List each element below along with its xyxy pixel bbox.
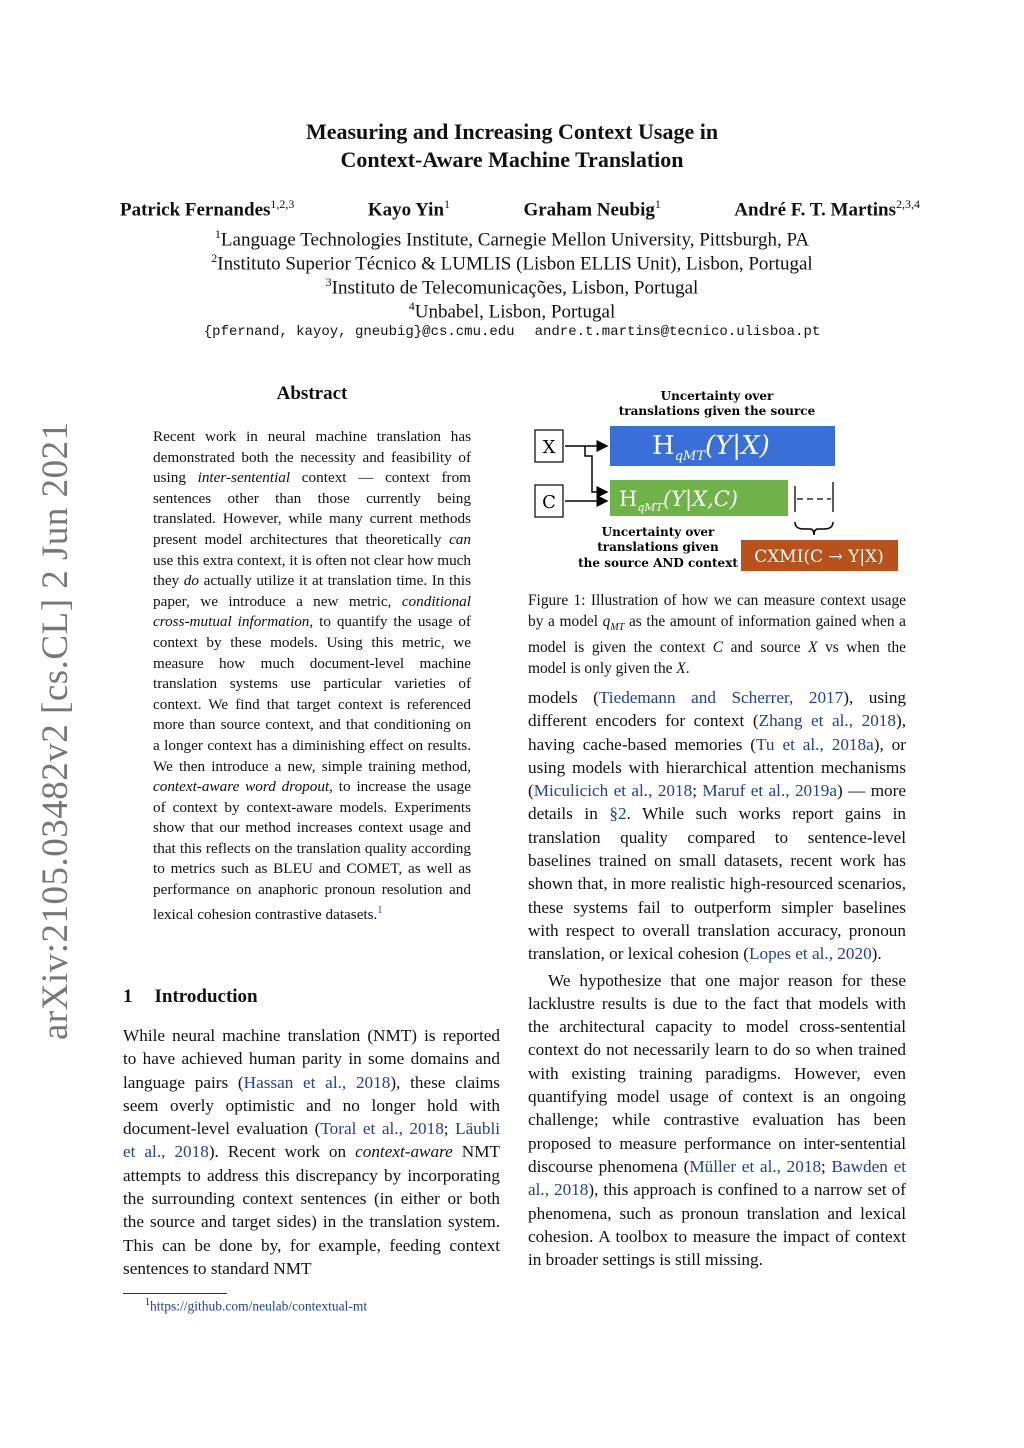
author: Kayo Yin$^1$ [367,197,451,221]
citation-link[interactable]: Zhang et al., 2018 [758,711,896,731]
affiliation: $^2$Instituto Superior Técnico & LUMLIS (Lisbon ELLIS Unit), Lisbon, Portugal [211,251,813,275]
label-context-uncertainty-1: Uncertainty over [601,525,715,539]
citation-link[interactable]: Müller et al., 2018 [689,1156,822,1176]
arrow-x-to-mid [585,446,607,492]
title-line-1: Measuring and Increasing Context Usage in [305,119,719,144]
label-context-uncertainty-3: the source AND context [578,556,738,570]
paragraph: models (Tiedemann and Scherrer, 2017), using different encoders for context (Zhang et al., 2018), having cache-based memories (Tu et al., 2018a), or using models with hierarchical attention mechanisms (Miculicich et al., 2018; Maruf et al., 2019a) — more details in §2. While such works report gains in translation quality compared to sentence-level baselines trained on small datasets, recent work has shown that, in more realistic high-resourced scenarios, these systems fail to outperform simpler baselines with respect to overall translation accuracy, pronoun translation, or lexical cohesion (Lopes et al., 2020). [528,688,907,964]
entropy-context-label: $H_{qMT}(Y|X,C)$ [619,487,739,514]
input-c-label: C [542,492,556,513]
label-source-uncertainty: Uncertainty over [660,389,774,403]
citation-link[interactable]: Bawden et al., 2018 [528,1156,906,1200]
abstract-body: Recent work in neural machine translation has demonstrated both the necessity and feasibility of using inter-sentential context — context from sentences other than those currently being translated. However, while many current methods present model architectures that theoretically can use this extra context, it is often not clear how much they do actually utilize it at translation time. In this paper, we introduce a new metric, conditional cross-mutual information, to quantify the usage of context by these models. Using this metric, we measure how much document-level machine translation systems use particular varieties of context. We find that target context is referenced more than source context, and that conditioning on a longer context has a diminishing effect on results. We then introduce a new, simple training method, context-aware word dropout, to increase the usage of context by context-aware models. Experiments show that our method increases context usage and that this reflects on the translation quality according to metrics such as BLEU and COMET, as well as performance on anaphoric pronoun resolution and lexical cohesion contrastive datasets.$^1$ [153,428,471,923]
label-source-uncertainty-2: translations given the source [618,404,816,418]
footnote: $^1$https://github.com/neulab/contextual-mt [145,1297,368,1314]
citation-link[interactable]: Maruf et al., 2019a [702,781,837,801]
citation-link[interactable]: Tiedemann and Scherrer, 2017 [598,688,844,707]
email-tecnico: andre.t.martins@tecnico.ulisboa.pt [534,324,821,340]
introduction-paragraph: While neural machine translation (NMT) is reported to have achieved human parity in some domains and language pairs (Hassan et al., 2018), these claims seem overly optimistic and no longer hold with document-level evaluation (Toral et al., 2018; Läubli et al., 2018). Recent work on context-aware NMT attempts to address this discrepancy by incorporating the surrounding context sentences (in either or both the source and target sides) in the translation system. This can be done by, for example, feeding context sentences to standard NMT [123,1026,501,1278]
citation-link[interactable]: Lopes et al., 2020 [748,944,872,964]
author-emails [0,324,1024,340]
footnote-divider [123,1293,227,1294]
affiliation: $^4$Unbabel, Lisbon, Portugal [408,299,616,323]
cxmi-label: CXMI(C → Y|X) [754,547,884,567]
paper-title [0,118,1024,174]
footnote-ref[interactable]: 1 [377,904,383,916]
section-heading-introduction: 1 Introduction [123,986,258,1007]
citation-link[interactable]: Hassan et al., 2018 [243,1072,391,1092]
citation-link[interactable]: Läubli et al., 2018 [123,1119,501,1162]
arxiv-identifier: arXiv:2105.03482v2 [cs.CL] 2 Jun 2021 [35,421,76,1040]
paragraph: We hypothesize that one major reason for these lacklustre results is due to the fact that models with the architectural capacity to model cross-sentential context do not necessarily learn to do so when trained with existing training paradigms. However, even quantifying model usage of context is an ongoing challenge; while contrastive evaluation has been proposed to measure performance on inter-sentential discourse phenomena (Müller et al., 2018; Bawden et al., 2018), this approach is confined to a narrow set of phenomena, such as pronoun translation and lexical cohesion. A toolbox to measure the impact of context in broader settings is still missing. [528,970,906,1270]
affiliation: $^3$Instituto de Telecomunicações, Lisbon, Portugal [325,275,699,299]
citation-link[interactable]: Toral et al., 2018 [320,1119,444,1139]
citation-link[interactable]: Miculicich et al., 2018 [533,781,693,801]
entropy-source-label: $H_{qMT}(Y|X)$ [652,431,770,464]
section-link[interactable]: §2 [609,804,627,824]
footnote-url-link[interactable]: https://github.com/neulab/contextual-mt [150,1298,368,1314]
title-line-2: Context-Aware Machine Translation [340,147,684,172]
author-list [120,197,920,221]
affiliation: $^1$Language Technologies Institute, Carnegie Mellon University, Pittsburgh, PA [214,227,810,251]
difference-brace [795,522,833,535]
email-cmu: {pfernand, kayoy, gneubig}@cs.cmu.edu [203,324,515,340]
abstract-heading: Abstract [276,383,348,404]
right-column-text [528,686,906,1271]
figure-1-diagram [527,386,907,586]
label-context-uncertainty-2: translations given [597,540,719,554]
citation-link[interactable]: Tu et al., 2018a [756,734,874,754]
author: Graham Neubig$^1$ [523,197,661,221]
author: Patrick Fernandes$^{1,2,3}$ [120,197,295,221]
figure-1-caption: Figure 1: Illustration of how we can measure context usage by a model $q_{MT}$ as the amount of information gained when a model is given the context C and source X vs when the model is only given the X. [528,592,907,677]
author: André F. T. Martins$^{2,3,4}$ [734,197,920,221]
input-x-label: X [542,437,556,458]
